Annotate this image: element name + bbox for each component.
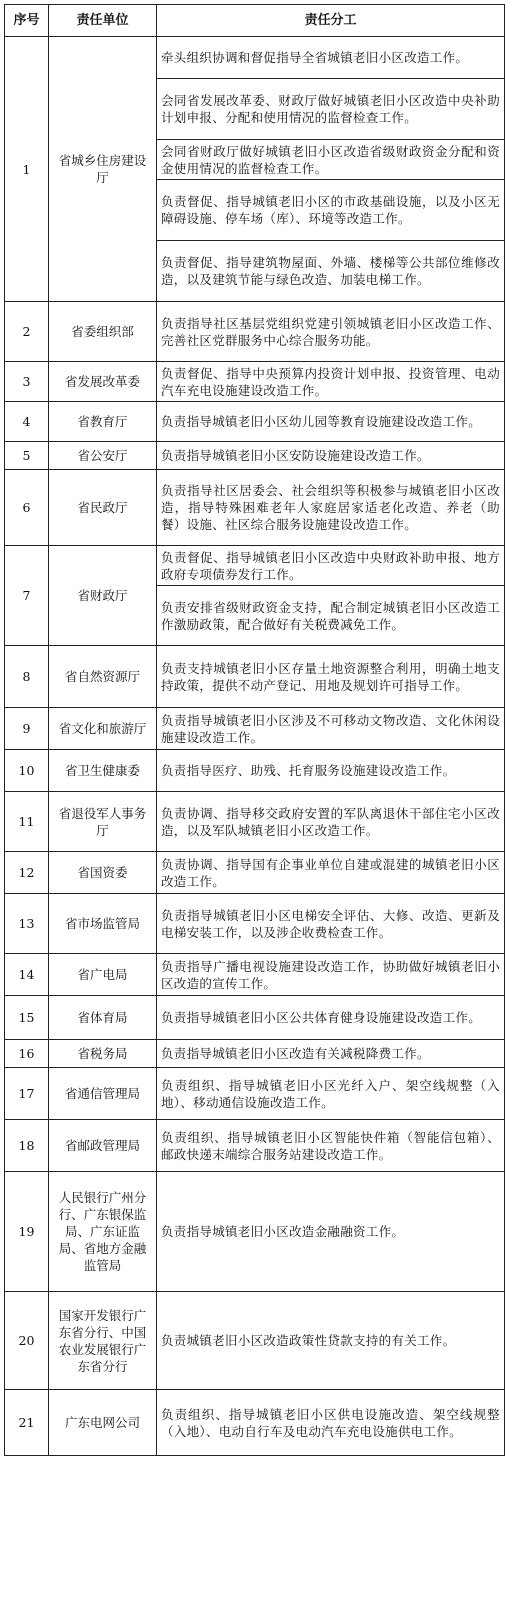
row-number: 13 (5, 894, 49, 954)
row-number: 4 (5, 402, 49, 442)
duty-description: 会同省财政厅做好城镇老旧小区改造省级财政资金分配和资金使用情况的监督检查工作。 (157, 140, 505, 180)
table-row (5, 750, 505, 792)
duty-description: 负责指导社区居委会、社会组织等积极参与城镇老旧小区改造，指导特殊困难老年人家庭居家适老化改造、养老（助餐）设施、社区综合服务设施建设改造工作。 (157, 470, 505, 546)
row-number: 20 (5, 1292, 49, 1390)
table-row (5, 708, 505, 750)
duty-description: 负责指导城镇老旧小区电梯安全评估、大修、改造、更新及电梯安装工作，以及涉企收费检查工作。 (157, 894, 505, 954)
duty-description: 牵头组织协调和督促指导全省城镇老旧小区改造工作。 (157, 37, 505, 79)
duty-description: 负责组织、指导城镇老旧小区智能快件箱（智能信包箱）、邮政快递末端综合服务站建设改造工作。 (157, 1120, 505, 1172)
responsible-unit: 省教育厅 (49, 402, 157, 442)
responsible-unit: 省通信管理局 (49, 1068, 157, 1120)
row-number: 3 (5, 362, 49, 402)
table-row (5, 546, 505, 586)
table-row (5, 646, 505, 708)
responsible-unit: 省体育局 (49, 996, 157, 1040)
row-number: 12 (5, 852, 49, 894)
responsible-unit: 省财政厅 (49, 546, 157, 646)
header-no: 序号 (5, 5, 49, 37)
table-row (5, 37, 505, 79)
row-number: 10 (5, 750, 49, 792)
table-header (5, 5, 505, 37)
responsible-unit: 省文化和旅游厅 (49, 708, 157, 750)
row-number: 15 (5, 996, 49, 1040)
table-row (5, 402, 505, 442)
responsible-unit: 省邮政管理局 (49, 1120, 157, 1172)
row-number: 11 (5, 792, 49, 852)
header-unit: 责任单位 (49, 5, 157, 37)
duty-description: 负责督促、指导中央预算内投资计划申报、投资管理、电动汽车充电设施建设改造工作。 (157, 362, 505, 402)
responsible-unit: 人民银行广州分行、广东银保监局、广东证监局、省地方金融监管局 (49, 1172, 157, 1292)
row-number: 1 (5, 37, 49, 302)
duty-description: 负责指导城镇老旧小区公共体育健身设施建设改造工作。 (157, 996, 505, 1040)
duty-description: 负责指导社区基层党组织党建引领城镇老旧小区改造工作、完善社区党群服务中心综合服务功能。 (157, 302, 505, 362)
row-number: 9 (5, 708, 49, 750)
duty-description: 负责指导城镇老旧小区改造有关减税降费工作。 (157, 1040, 505, 1068)
table-row (5, 996, 505, 1040)
table-row (5, 442, 505, 470)
responsible-unit: 省自然资源厅 (49, 646, 157, 708)
row-number: 2 (5, 302, 49, 362)
duty-description: 负责指导广播电视设施建设改造工作，协助做好城镇老旧小区改造的宣传工作。 (157, 954, 505, 996)
responsible-unit: 省国资委 (49, 852, 157, 894)
duty-description: 负责协调、指导国有企事业单位自建或混建的城镇老旧小区改造工作。 (157, 852, 505, 894)
responsible-unit: 广东电网公司 (49, 1390, 157, 1456)
duty-description: 负责督促、指导城镇老旧小区改造中央财政补助申报、地方政府专项债券发行工作。 (157, 546, 505, 586)
row-number: 19 (5, 1172, 49, 1292)
responsible-unit: 省发展改革委 (49, 362, 157, 402)
duty-description: 负责支持城镇老旧小区存量土地资源整合利用，明确土地支持政策，提供不动产登记、用地及规划许可指导工作。 (157, 646, 505, 708)
table-row (5, 1390, 505, 1456)
row-number: 21 (5, 1390, 49, 1456)
row-number: 17 (5, 1068, 49, 1120)
responsible-unit: 省退役军人事务厅 (49, 792, 157, 852)
table-row (5, 302, 505, 362)
row-number: 14 (5, 954, 49, 996)
row-number: 16 (5, 1040, 49, 1068)
responsible-unit: 省城乡住房建设厅 (49, 37, 157, 302)
row-number: 5 (5, 442, 49, 470)
responsibility-table (4, 4, 505, 1456)
duty-description: 负责安排省级财政资金支持，配合制定城镇老旧小区改造工作激励政策，配合做好有关税费减免工作。 (157, 586, 505, 646)
duty-description: 负责督促、指导城镇老旧小区的市政基础设施，以及小区无障碍设施、停车场（库）、环境等改造工作。 (157, 180, 505, 241)
responsible-unit: 省税务局 (49, 1040, 157, 1068)
table-body (5, 37, 505, 1456)
duty-description: 负责指导城镇老旧小区改造金融融资工作。 (157, 1172, 505, 1292)
table-row (5, 470, 505, 546)
table-row (5, 1172, 505, 1292)
table-row (5, 852, 505, 894)
row-number: 18 (5, 1120, 49, 1172)
responsible-unit: 省广电局 (49, 954, 157, 996)
header-duty: 责任分工 (157, 5, 505, 37)
duty-description: 负责指导城镇老旧小区涉及不可移动文物改造、文化休闲设施建设改造工作。 (157, 708, 505, 750)
responsible-unit: 省市场监管局 (49, 894, 157, 954)
table-row (5, 894, 505, 954)
duty-description: 会同省发展改革委、财政厅做好城镇老旧小区改造中央补助计划申报、分配和使用情况的监督检查工作。 (157, 79, 505, 140)
row-number: 8 (5, 646, 49, 708)
duty-description: 负责组织、指导城镇老旧小区光纤入户、架空线规整（入地）、移动通信设施改造工作。 (157, 1068, 505, 1120)
responsible-unit: 省卫生健康委 (49, 750, 157, 792)
duty-description: 负责指导城镇老旧小区安防设施建设改造工作。 (157, 442, 505, 470)
row-number: 7 (5, 546, 49, 646)
table-row (5, 1120, 505, 1172)
table-row (5, 1040, 505, 1068)
duty-description: 负责指导医疗、助残、托育服务设施建设改造工作。 (157, 750, 505, 792)
responsible-unit: 国家开发银行广东省分行、中国农业发展银行广东省分行 (49, 1292, 157, 1390)
table-row (5, 1292, 505, 1390)
responsible-unit: 省公安厅 (49, 442, 157, 470)
table-row (5, 792, 505, 852)
table-row (5, 362, 505, 402)
responsible-unit: 省民政厅 (49, 470, 157, 546)
duty-description: 负责指导城镇老旧小区幼儿园等教育设施建设改造工作。 (157, 402, 505, 442)
table-row (5, 954, 505, 996)
row-number: 6 (5, 470, 49, 546)
table-row (5, 1068, 505, 1120)
responsible-unit: 省委组织部 (49, 302, 157, 362)
duty-description: 负责督促、指导建筑物屋面、外墙、楼梯等公共部位维修改造，以及建筑节能与绿色改造、加装电梯工作。 (157, 241, 505, 302)
duty-description: 负责组织、指导城镇老旧小区供电设施改造、架空线规整（入地）、电动自行车及电动汽车充电设施供电工作。 (157, 1390, 505, 1456)
duty-description: 负责城镇老旧小区改造政策性贷款支持的有关工作。 (157, 1292, 505, 1390)
duty-description: 负责协调、指导移交政府安置的军队离退休干部住宅小区改造，以及军队城镇老旧小区改造工作。 (157, 792, 505, 852)
